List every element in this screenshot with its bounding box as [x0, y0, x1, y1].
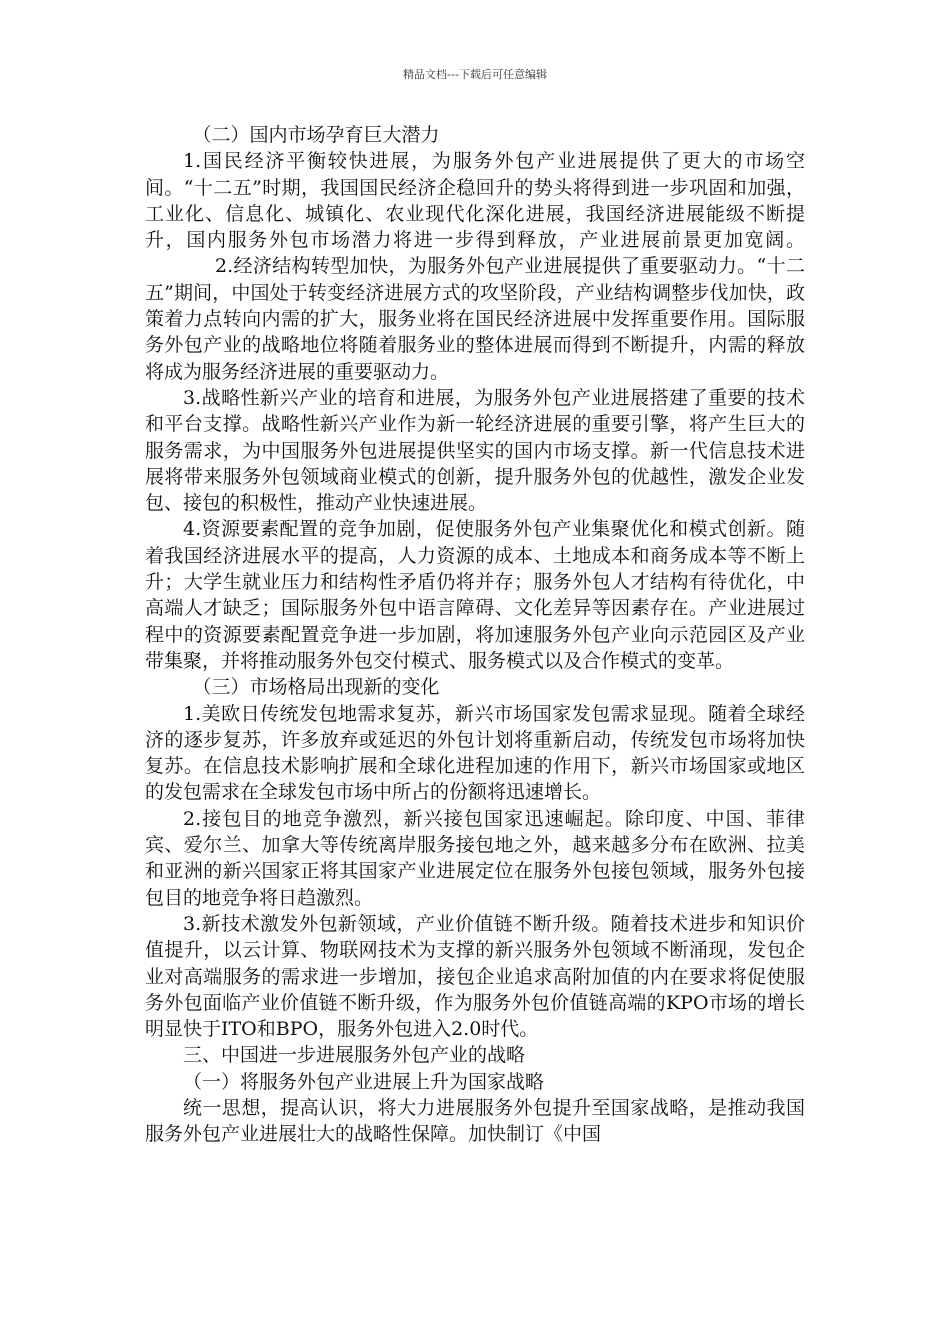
paragraph-text: 2.经济结构转型加快，为服务外包产业进展提供了重要驱动力。“十二五”期间，中国处于转变经济进展方式的攻坚阶段，产业结构调整步伐加快，政策着力点转向内需的扩大，服务业将在国民经济进展中发挥重要作用。国际服务外包产业的战略地位将随着服务业的整体进展而得到不断提升，内需的释放将成为服务经济进展的重要驱动力。: [145, 255, 805, 383]
section-heading: （二）国内市场孕育巨大潜力: [192, 124, 440, 146]
page-header: 精品文档---下载后可任意编辑: [403, 68, 547, 81]
section-heading: （三）市场格局出现新的变化: [192, 676, 440, 699]
body-paragraph: [145, 148, 805, 385]
section-heading: （一）将服务外包产业进展上升为国家战略: [183, 1070, 545, 1093]
body-paragraph: 3.新技术激发外包新领域，产业价值链不断升级。随着技术进步和知识价值提升，以云计算、物联网技术为支撑的新兴服务外包领域不断涌现，发包企业对高端服务的需求进一步增加，接包企业追求高附加值的内在要求将促使服务外包面临产业价值链不断升级，作为服务外包价值链高端的KPO市场的增长明显快于ITO和BPO，服务外包进入2.0时代。: [145, 912, 805, 1041]
body-paragraph: 统一思想，提高认识，将大力进展服务外包提升至国家战略，是推动我国服务外包产业进展壮大的战略性保障。加快制订《中国: [145, 1096, 805, 1146]
body-paragraph: 4.资源要素配置的竞争加剧，促使服务外包产业集聚优化和模式创新。随着我国经济进展水平的提高，人力资源的成本、土地成本和商务成本等不断上升；大学生就业压力和结构性矛盾仍将并存；服务外包人才结构有待优化，中高端人才缺乏；国际服务外包中语言障碍、文化差异等因素存在。产业进展过程中的资源要素配置竞争进一步加剧，将加速服务外包产业向示范园区及产业带集聚，并将推动服务外包交付模式、服务模式以及合作模式的变革。: [145, 518, 805, 672]
document-body: [145, 122, 805, 1148]
paragraph-text: 1.国民经济平衡较快进展，为服务外包产业进展提供了更大的市场空间。“十二五”时期，我国国民经济企稳回升的势头将得到进一步巩固和加强，工业化、信息化、城镇化、农业现代化深化进展，我国经济进展能级不断提升，国内服务外包市场潜力将进一步得到释放，产业进展前景更加宽阔。: [145, 150, 805, 252]
body-paragraph: 1.美欧日传统发包地需求复苏，新兴市场国家发包需求显现。随着全球经济的逐步复苏，许多放弃或延迟的外包计划将重新启动，传统发包市场将加快复苏。在信息技术影响扩展和全球化进程加速的作用下，新兴市场国家或地区的发包需求在全球发包市场中所占的份额将迅速增长。: [145, 702, 805, 804]
body-paragraph: 2.接包目的地竞争激烈，新兴接包国家迅速崛起。除印度、中国、菲律宾、爱尔兰、加拿大等传统离岸服务接包地之外，越来越多分布在欧洲、拉美和亚洲的新兴国家正将其国家产业进展定位在服务外包接包领域，服务外包接包目的地竞争将日趋激烈。: [145, 807, 805, 909]
body-paragraph: 3.战略性新兴产业的培育和进展，为服务外包产业进展搭建了重要的技术和平台支撑。战略性新兴产业作为新一轮经济进展的重要引擎，将产生巨大的服务需求，为中国服务外包进展提供坚实的国内市场支撑。新一代信息技术进展将带来服务外包领域商业模式的创新，提升服务外包的优越性，激发企业发包、接包的积极性，推动产业快速进展。: [145, 386, 805, 515]
section-heading: 三、中国进一步进展服务外包产业的战略: [183, 1044, 526, 1067]
